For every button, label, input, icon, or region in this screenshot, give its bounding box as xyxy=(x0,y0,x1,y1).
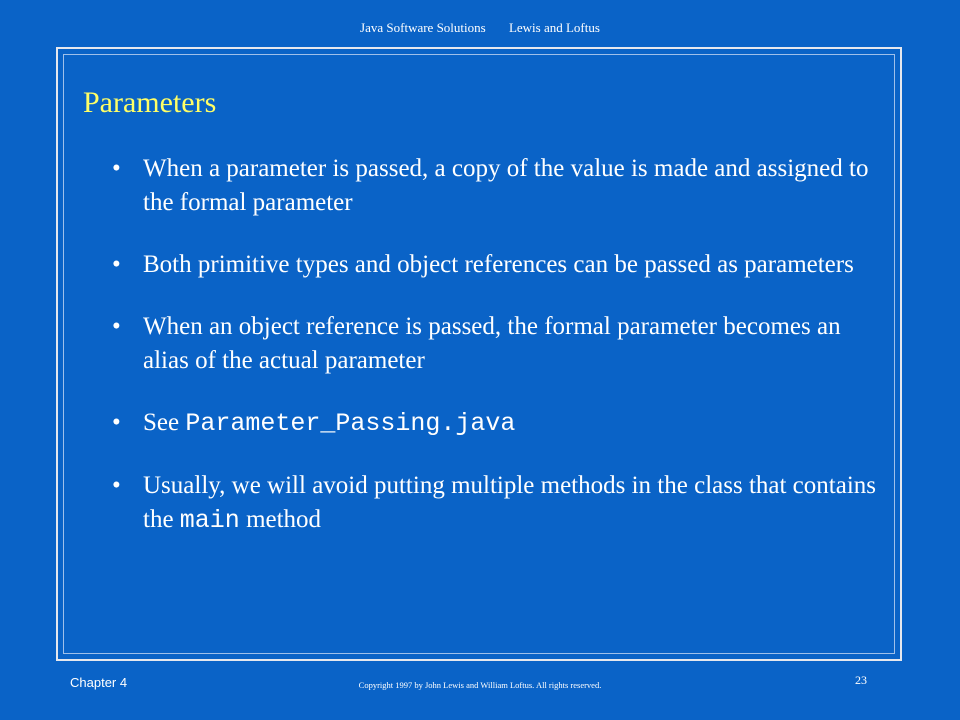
bullet-dot: • xyxy=(112,313,121,340)
bullet-dot: • xyxy=(112,409,121,436)
bullet-item xyxy=(112,406,882,441)
slide-header xyxy=(0,20,960,36)
book-title: Java Software Solutions xyxy=(360,20,486,35)
bullet-text-suffix: method xyxy=(239,506,322,533)
bullet-dot: • xyxy=(112,155,121,182)
chapter-label: Chapter 4 xyxy=(70,675,128,690)
bullet-text: Both primitive types and object references can be passed as parameters xyxy=(143,251,854,278)
bullet-item xyxy=(112,310,882,378)
bullet-list xyxy=(112,152,882,566)
bullet-dot: • xyxy=(112,251,121,278)
bullet-text: When an object reference is passed, the formal parameter becomes an alias of the actual parameter xyxy=(143,313,841,374)
bullet-text: When a parameter is passed, a copy of the value is made and assigned to the formal parameter xyxy=(143,155,869,216)
bullet-dot: • xyxy=(112,472,121,499)
page-number: 23 xyxy=(855,673,867,687)
bullet-item xyxy=(112,248,882,282)
code-main: main xyxy=(179,506,240,535)
code-filename: Parameter_Passing.java xyxy=(185,409,516,438)
copyright-notice: Copyright 1997 by John Lewis and William Loftus. All rights reserved. xyxy=(358,680,602,690)
book-authors: Lewis and Loftus xyxy=(508,20,600,35)
bullet-text: Usually, we will avoid putting multiple methods in the class that contains the xyxy=(143,472,876,533)
bullet-text: See xyxy=(143,409,186,436)
bullet-item xyxy=(112,152,882,220)
slide-title: Parameters xyxy=(83,86,217,119)
bullet-item xyxy=(112,469,882,538)
